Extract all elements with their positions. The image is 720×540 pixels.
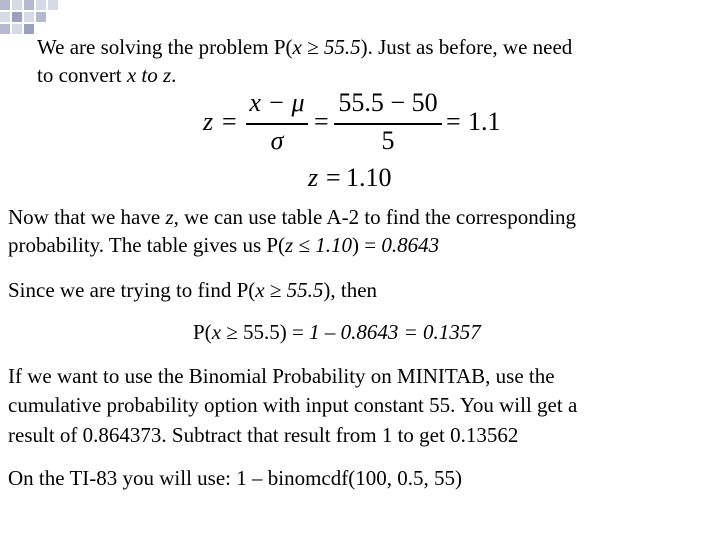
- paragraph-1-line-1: Now that we have z, we can use table A-2 to find the corresponding: [8, 205, 577, 229]
- fraction-bar-1: [246, 123, 308, 125]
- paragraph-4-line-1: If we want to use the Binomial Probability on MINITAB, use the: [8, 364, 555, 388]
- eq-equals-4: =: [326, 163, 341, 192]
- paragraph-4-line-2: cumulative probability option with input constant 55. You will get a: [8, 393, 578, 417]
- eq-denominator-numeric: 5: [381, 126, 395, 155]
- eq-denominator-symbolic: σ: [270, 126, 284, 155]
- eq-numerator-symbolic: x − μ: [249, 88, 305, 117]
- intro-line-1: We are solving the problem P(x ≥ 55.5). Just as before, we need: [37, 35, 573, 59]
- probability-result: P(x ≥ 55.5) = 1 – 0.8643 = 0.1357: [193, 320, 481, 344]
- intro-line-2: to convert x to z.: [37, 63, 177, 87]
- eq-equals-3: =: [446, 107, 461, 136]
- eq-result-2: 1.10: [346, 163, 392, 192]
- paragraph-4-line-3: result of 0.864373. Subtract that result from 1 to get 0.13562: [8, 423, 519, 447]
- eq-equals-1: =: [222, 107, 237, 136]
- paragraph-5: On the TI-83 you will use: 1 – binomcdf(100, 0.5, 55): [8, 466, 462, 490]
- fraction-bar-2: [334, 123, 442, 125]
- eq-z-lhs: z: [203, 107, 214, 136]
- eq-result-1: 1.1: [468, 107, 501, 136]
- paragraph-2: Since we are trying to find P(x ≥ 55.5), then: [8, 278, 378, 302]
- eq-equals-2: =: [314, 107, 329, 136]
- paragraph-1-line-2: probability. The table gives us P(z ≤ 1.10) = 0.8643: [8, 233, 440, 257]
- eq-z-second: z: [308, 163, 319, 192]
- eq-numerator-numeric: 55.5 − 50: [338, 88, 438, 117]
